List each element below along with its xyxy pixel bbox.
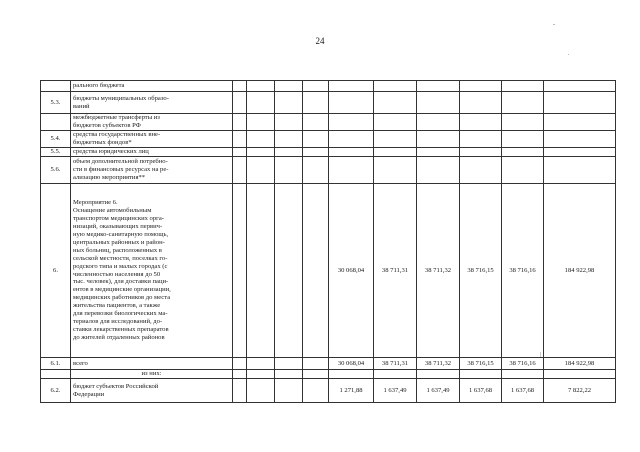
row-number: 5.6. bbox=[41, 157, 71, 184]
page-number: 24 bbox=[315, 36, 325, 46]
value-cell bbox=[329, 131, 374, 148]
value-cell bbox=[417, 131, 460, 148]
value-cell: 30 068,04 bbox=[329, 358, 374, 370]
empty-cell bbox=[247, 358, 275, 370]
table-row bbox=[41, 157, 616, 184]
row-label-line: до жителей отдаленных районов bbox=[73, 333, 165, 341]
empty-cell bbox=[275, 379, 303, 403]
row-label-line: ных больниц, расположенных в bbox=[73, 246, 162, 254]
value-cell bbox=[544, 114, 616, 131]
value-cell bbox=[374, 157, 417, 184]
empty-cell bbox=[275, 131, 303, 148]
value-cell: 38 716,16 bbox=[502, 184, 544, 358]
empty-cell bbox=[303, 157, 329, 184]
value-cell bbox=[502, 131, 544, 148]
scan-speck bbox=[568, 54, 569, 55]
empty-cell bbox=[247, 114, 275, 131]
row-label-line: бюджеты муниципальных образо- bbox=[73, 94, 169, 102]
row-number: 5.4. bbox=[41, 131, 71, 148]
value-cell bbox=[329, 148, 374, 157]
row-label-line: низаций, оказывающих первич- bbox=[73, 223, 163, 231]
table-row bbox=[41, 114, 616, 131]
row-number: 6.2. bbox=[41, 379, 71, 403]
row-label-line: Мероприятие 6. bbox=[73, 199, 118, 207]
value-cell bbox=[329, 114, 374, 131]
empty-cell bbox=[275, 92, 303, 114]
empty-cell bbox=[247, 148, 275, 157]
empty-cell bbox=[247, 157, 275, 184]
row-label-line: Оснащение автомобильным bbox=[73, 207, 152, 215]
value-cell: 1 637,49 bbox=[417, 379, 460, 403]
value-cell: 38 711,31 bbox=[374, 184, 417, 358]
empty-cell bbox=[303, 148, 329, 157]
value-cell bbox=[502, 114, 544, 131]
row-label bbox=[71, 370, 233, 379]
value-cell bbox=[329, 92, 374, 114]
row-label-line: тыс. человек), для доставки паци- bbox=[73, 278, 169, 286]
empty-cell bbox=[247, 131, 275, 148]
value-cell bbox=[502, 92, 544, 114]
empty-cell bbox=[233, 131, 247, 148]
value-cell: 38 716,15 bbox=[460, 184, 502, 358]
empty-cell bbox=[233, 92, 247, 114]
empty-cell bbox=[303, 92, 329, 114]
value-cell bbox=[374, 131, 417, 148]
row-label-line: ализацию мероприятия** bbox=[73, 173, 146, 181]
row-label bbox=[71, 81, 233, 92]
row-label-line: родского типа и малых городах (с bbox=[73, 262, 168, 270]
row-number: 5.3. bbox=[41, 92, 71, 114]
row-label-line: всего bbox=[73, 359, 88, 367]
empty-cell bbox=[275, 114, 303, 131]
value-cell bbox=[374, 114, 417, 131]
row-label-line: центральных районных и район- bbox=[73, 238, 165, 246]
empty-cell bbox=[303, 131, 329, 148]
empty-cell bbox=[233, 81, 247, 92]
value-cell bbox=[502, 157, 544, 184]
empty-cell bbox=[247, 92, 275, 114]
value-cell: 30 068,04 bbox=[329, 184, 374, 358]
value-cell bbox=[460, 114, 502, 131]
table-row bbox=[41, 81, 616, 92]
row-number bbox=[41, 370, 71, 379]
value-cell: 1 271,88 bbox=[329, 379, 374, 403]
table-row bbox=[41, 379, 616, 403]
value-cell bbox=[544, 157, 616, 184]
row-number: 6.1. bbox=[41, 358, 71, 370]
value-cell bbox=[460, 157, 502, 184]
scan-speck bbox=[553, 24, 555, 25]
empty-cell bbox=[275, 370, 303, 379]
value-cell bbox=[502, 81, 544, 92]
row-label-line: из них: bbox=[141, 370, 162, 378]
row-label-line: средства государственных вне- bbox=[73, 131, 161, 139]
row-label bbox=[71, 92, 233, 114]
value-cell bbox=[460, 131, 502, 148]
row-label bbox=[71, 131, 233, 148]
row-label-line: транспортом медицинских орга- bbox=[73, 215, 164, 223]
row-label bbox=[71, 157, 233, 184]
row-label-line: средства юридических лиц bbox=[73, 148, 149, 156]
value-cell bbox=[374, 92, 417, 114]
row-label-line: Федерации bbox=[73, 390, 105, 398]
table-row bbox=[41, 370, 616, 379]
row-label-line: жительства пациентов, а также bbox=[73, 302, 161, 310]
value-cell: 38 711,31 bbox=[374, 358, 417, 370]
row-label-line: медицинских работников до места bbox=[73, 294, 171, 302]
empty-cell bbox=[275, 148, 303, 157]
value-cell bbox=[460, 92, 502, 114]
row-label-line: ставки лекарственных препаратов bbox=[73, 325, 169, 333]
row-label bbox=[71, 114, 233, 131]
value-cell bbox=[329, 370, 374, 379]
row-label bbox=[71, 379, 233, 403]
empty-cell bbox=[247, 379, 275, 403]
value-cell bbox=[417, 157, 460, 184]
table-row bbox=[41, 131, 616, 148]
row-label-line: межбюджетные трансферты из bbox=[73, 114, 160, 122]
empty-cell bbox=[233, 114, 247, 131]
empty-cell bbox=[233, 184, 247, 358]
table-row bbox=[41, 92, 616, 114]
row-label-line: численностью населения до 50 bbox=[73, 270, 161, 278]
empty-cell bbox=[233, 370, 247, 379]
value-cell bbox=[544, 92, 616, 114]
empty-cell bbox=[233, 379, 247, 403]
empty-cell bbox=[303, 184, 329, 358]
row-label-line: ваний bbox=[73, 102, 90, 110]
row-number bbox=[41, 114, 71, 131]
row-label bbox=[71, 184, 233, 358]
row-label-line: ную медико-санитарную помощь, bbox=[73, 230, 169, 238]
empty-cell bbox=[275, 358, 303, 370]
value-cell: 1 637,68 bbox=[502, 379, 544, 403]
value-cell: 184 922,98 bbox=[544, 184, 616, 358]
value-cell bbox=[544, 370, 616, 379]
value-cell bbox=[544, 148, 616, 157]
value-cell bbox=[417, 148, 460, 157]
value-cell bbox=[417, 370, 460, 379]
table-row bbox=[41, 184, 616, 358]
row-label-line: бюджетных фондов* bbox=[73, 139, 132, 146]
value-cell: 184 922,98 bbox=[544, 358, 616, 370]
row-label-line: объем дополнительной потребно- bbox=[73, 158, 168, 166]
table-row bbox=[41, 148, 616, 157]
row-label bbox=[71, 148, 233, 157]
row-label-line: сельской местности, поселках го- bbox=[73, 254, 168, 262]
table-row bbox=[41, 358, 616, 370]
row-label-line: ентов в медицинские организации, bbox=[73, 286, 171, 294]
value-cell bbox=[329, 81, 374, 92]
value-cell: 7 822,22 bbox=[544, 379, 616, 403]
value-cell bbox=[544, 131, 616, 148]
row-number: 5.5. bbox=[41, 148, 71, 157]
row-number bbox=[41, 81, 71, 92]
empty-cell bbox=[247, 184, 275, 358]
row-label-line: сти в финансовых ресурсах на ре- bbox=[73, 166, 169, 174]
value-cell: 38 711,32 bbox=[417, 184, 460, 358]
value-cell: 38 711,32 bbox=[417, 358, 460, 370]
value-cell: 1 637,68 bbox=[460, 379, 502, 403]
value-cell bbox=[502, 370, 544, 379]
value-cell bbox=[374, 81, 417, 92]
value-cell: 38 716,16 bbox=[502, 358, 544, 370]
row-number: 6. bbox=[41, 184, 71, 358]
empty-cell bbox=[275, 184, 303, 358]
row-label-line: для перевозки биологических ма- bbox=[73, 310, 168, 318]
empty-cell bbox=[233, 358, 247, 370]
empty-cell bbox=[247, 81, 275, 92]
value-cell bbox=[460, 148, 502, 157]
empty-cell bbox=[247, 370, 275, 379]
row-label-line: териалов для исследований, до- bbox=[73, 317, 163, 325]
empty-cell bbox=[303, 379, 329, 403]
empty-cell bbox=[275, 81, 303, 92]
value-cell bbox=[460, 370, 502, 379]
value-cell: 38 716,15 bbox=[460, 358, 502, 370]
value-cell bbox=[417, 92, 460, 114]
row-label-line: бюджет субъектов Российской bbox=[73, 382, 159, 390]
value-cell: 1 637,49 bbox=[374, 379, 417, 403]
row-label bbox=[71, 358, 233, 370]
value-cell bbox=[417, 81, 460, 92]
value-cell bbox=[374, 148, 417, 157]
empty-cell bbox=[233, 157, 247, 184]
empty-cell bbox=[233, 148, 247, 157]
row-label-line: бюджетов субъектов РФ bbox=[73, 122, 141, 129]
value-cell bbox=[374, 370, 417, 379]
empty-cell bbox=[303, 370, 329, 379]
budget-table bbox=[40, 80, 616, 403]
value-cell bbox=[502, 148, 544, 157]
empty-cell bbox=[303, 81, 329, 92]
value-cell bbox=[417, 114, 460, 131]
row-label-line: рального бюджета bbox=[73, 82, 125, 90]
value-cell bbox=[329, 157, 374, 184]
empty-cell bbox=[303, 114, 329, 131]
value-cell bbox=[544, 81, 616, 92]
empty-cell bbox=[275, 157, 303, 184]
empty-cell bbox=[303, 358, 329, 370]
value-cell bbox=[460, 81, 502, 92]
